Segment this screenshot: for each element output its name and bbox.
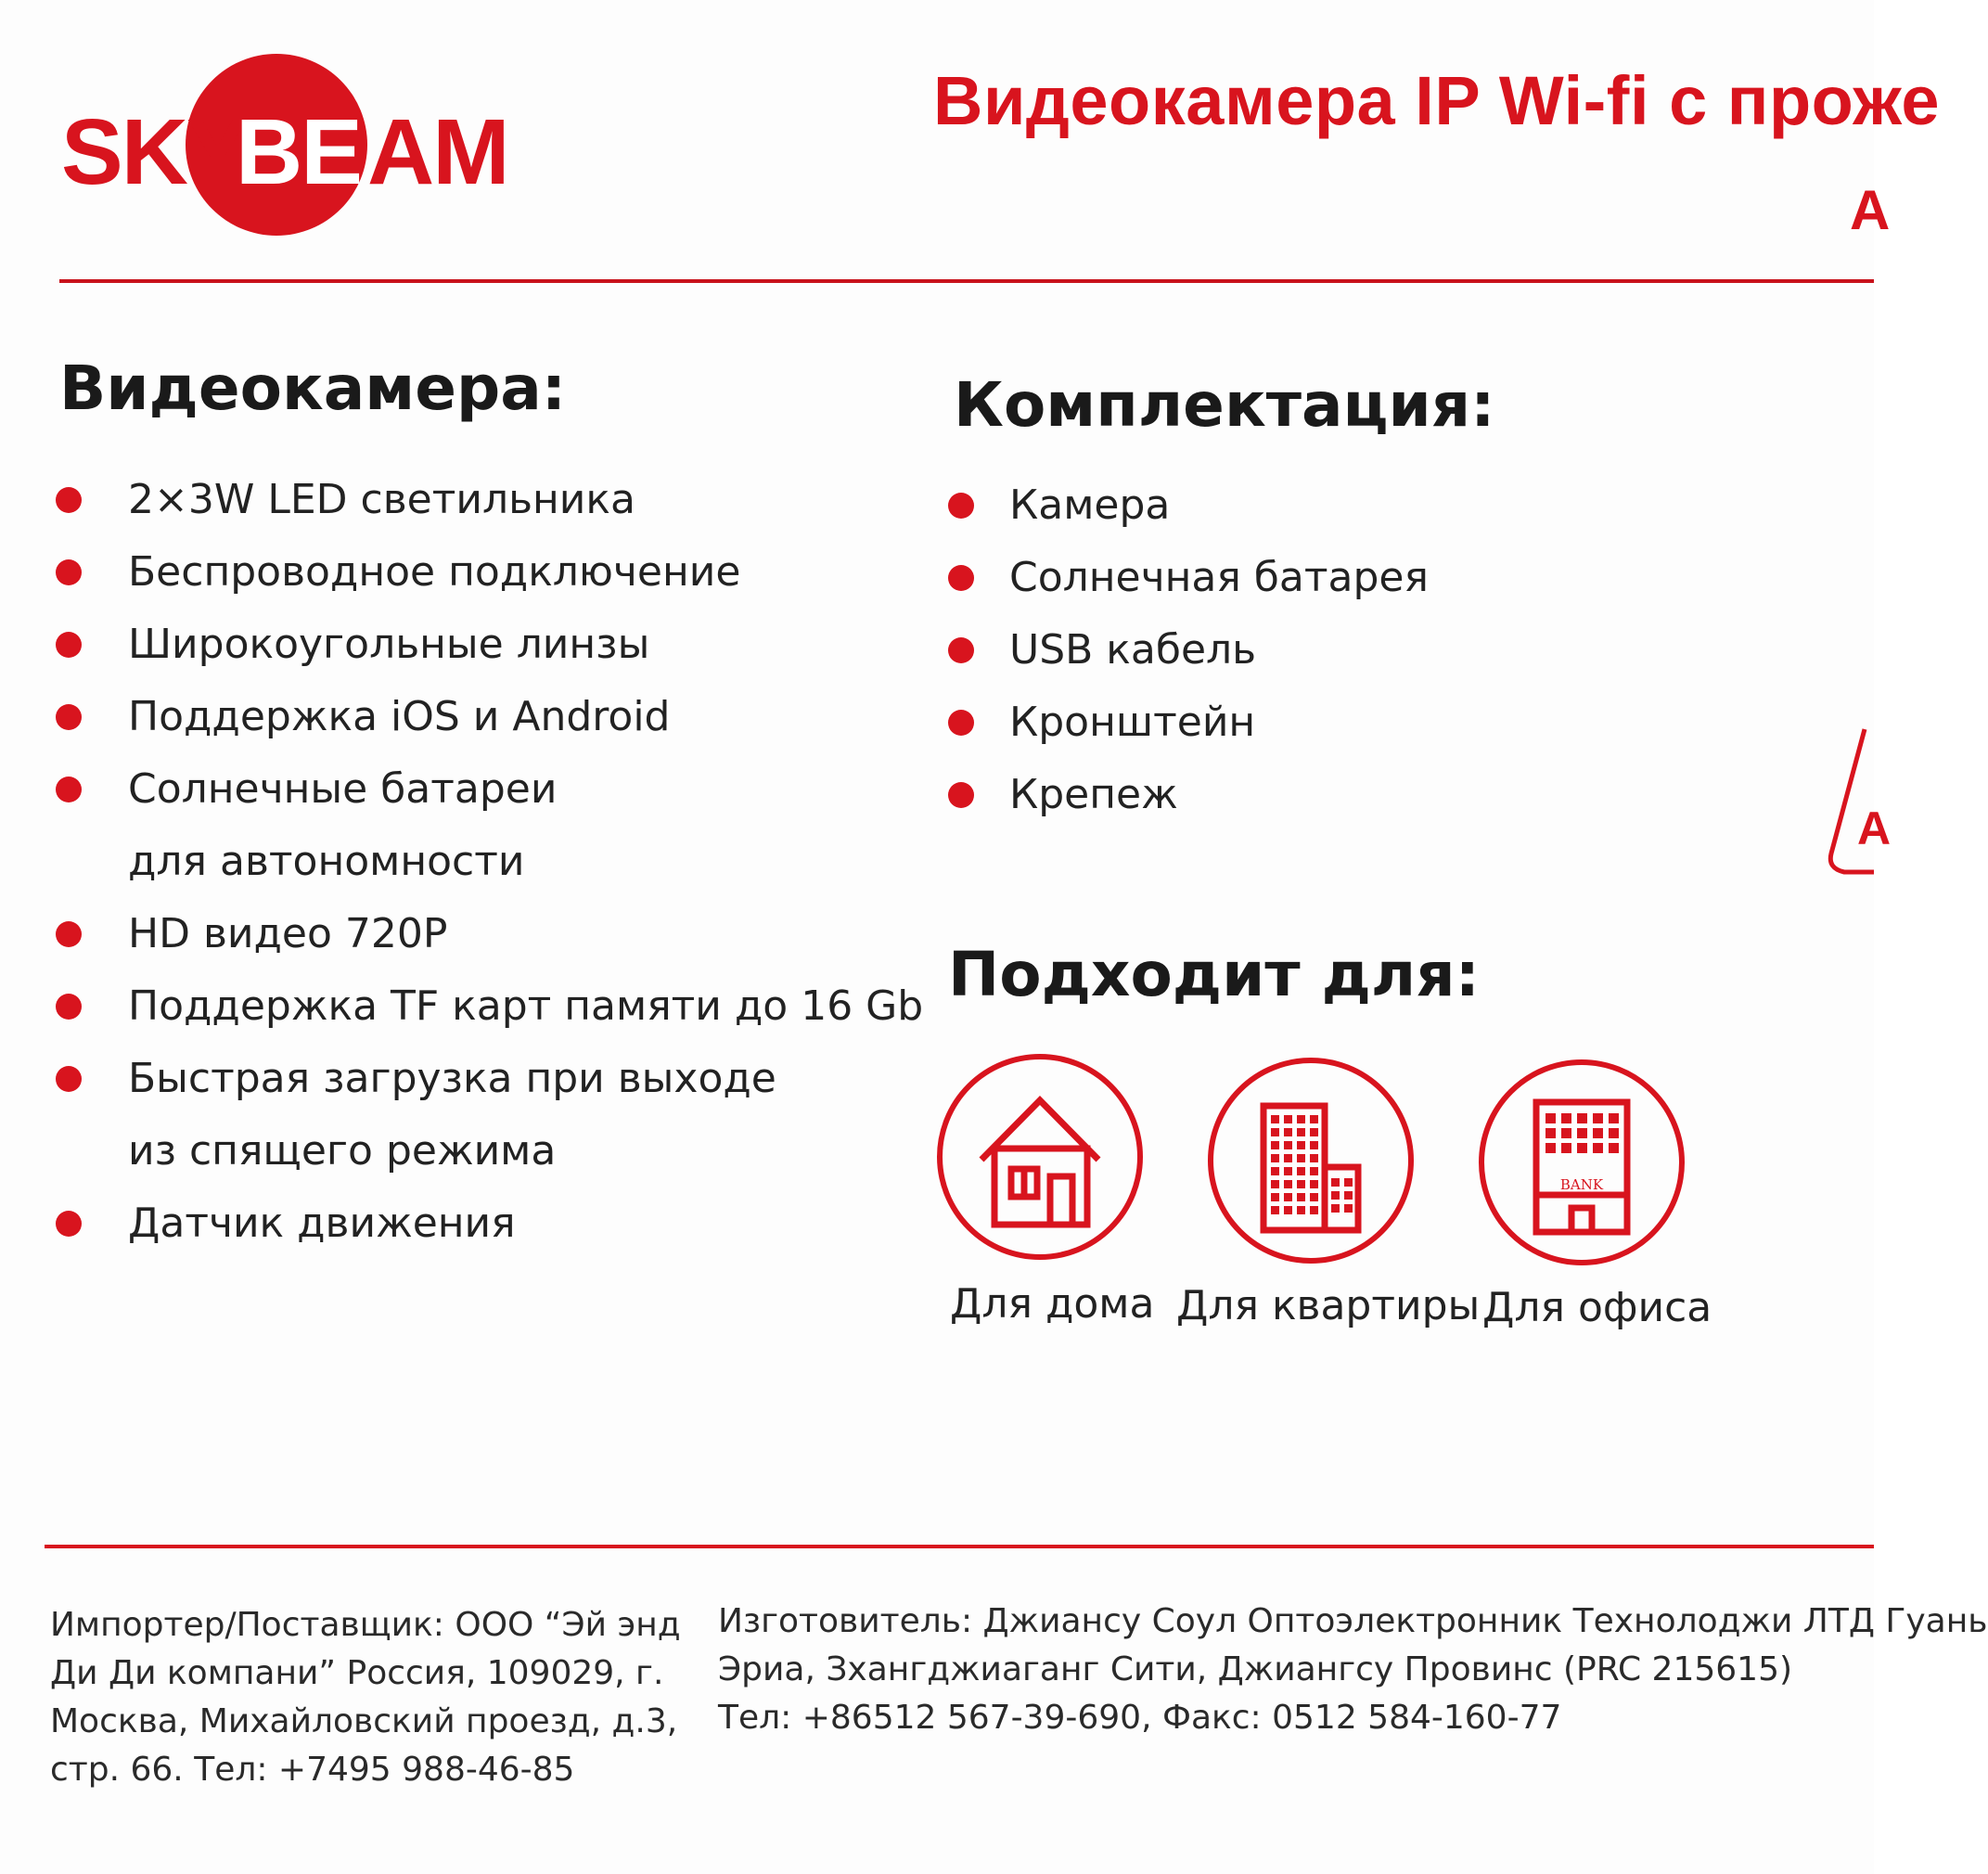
- feature-item: [56, 536, 891, 609]
- suitable-heading: Подходит для:: [948, 939, 1480, 1010]
- feature-item: [56, 753, 891, 898]
- feature-item: [56, 970, 924, 1043]
- footer-line: Москва, Михайловский проезд, д.3,: [50, 1702, 678, 1740]
- kit-item: [948, 469, 1690, 542]
- kit-text: Солнечная батарея: [1009, 554, 1429, 601]
- kit-list: [948, 469, 1690, 831]
- feature-item: [56, 1043, 891, 1187]
- footer-line: Ди Ди компани” Россия, 109029, г.: [50, 1654, 664, 1692]
- kit-text: USB кабель: [1009, 626, 1257, 674]
- svg-text:AM: AM: [367, 100, 508, 204]
- bottom-divider: [45, 1545, 1874, 1548]
- feature-text: Датчик движения: [128, 1200, 516, 1247]
- bullet-dot: [948, 565, 974, 591]
- feature-text: Беспроводное подключение: [128, 548, 741, 596]
- feature-item: [56, 898, 891, 970]
- kit-item: [948, 614, 1690, 687]
- footer-line: Импортер/Поставщик: ООО “Эй энд: [50, 1606, 681, 1644]
- feature-text: 2×3W LED светильника: [128, 476, 635, 523]
- bullet-dot: [948, 493, 974, 519]
- kit-text: Кронштейн: [1009, 699, 1256, 746]
- bullet-dot: [56, 1211, 82, 1237]
- bullet-dot: [948, 782, 974, 808]
- footer-line: стр. 66. Тел: +7495 988-46-85: [50, 1751, 575, 1789]
- kit-text: Камера: [1009, 481, 1171, 529]
- apartment-building-icon: [1208, 1058, 1414, 1264]
- footer-line: Тел: +86512 567-39-690, Факс: 0512 584-160-77: [718, 1699, 1562, 1737]
- bullet-dot: [56, 559, 82, 585]
- bullet-dot: [948, 710, 974, 736]
- svg-text:BE: BE: [236, 100, 361, 204]
- kit-item: [948, 759, 1690, 831]
- clipped-graphic: [1818, 724, 1892, 900]
- bullet-dot: [56, 487, 82, 513]
- feature-text: Солнечные батареи: [128, 765, 558, 813]
- product-title: Видеокамера IP Wi-fi с проже: [933, 62, 1941, 139]
- feature-text: HD видео 720P: [128, 910, 448, 957]
- kit-heading: Комплектация:: [954, 369, 1495, 441]
- bullet-dot: [56, 994, 82, 1020]
- footer-line: Эриа, Зхангджиаганг Сити, Джиангсу Провинс (PRC 215615): [718, 1650, 1793, 1688]
- top-divider: [59, 279, 1874, 283]
- feature-item: [56, 609, 891, 681]
- bullet-dot: [56, 704, 82, 730]
- product-title-tail: А: [1850, 179, 1891, 241]
- bullet-dot: [56, 777, 82, 802]
- bullet-dot: [56, 1066, 82, 1092]
- feature-text-continued: для автономности: [128, 838, 525, 885]
- label-home: Для дома: [950, 1280, 1155, 1328]
- feature-text-continued: из спящего режима: [128, 1127, 557, 1174]
- features-list: [56, 464, 924, 1260]
- feature-text: Широкоугольные линзы: [128, 621, 650, 668]
- bullet-dot: [56, 921, 82, 947]
- svg-text:SKY: SKY: [61, 100, 247, 204]
- feature-text: Поддержка TF карт памяти до 16 Gb: [128, 982, 924, 1030]
- label-apartment: Для квартиры: [1176, 1282, 1481, 1329]
- importer-info: [50, 1601, 681, 1794]
- svg-text:A: A: [1857, 802, 1892, 854]
- feature-text: Быстрая загрузка при выходе: [128, 1055, 776, 1102]
- house-icon: [937, 1054, 1143, 1260]
- bank-building-icon: [1479, 1059, 1685, 1265]
- feature-item: [56, 1187, 891, 1260]
- feature-item: [56, 681, 891, 753]
- feature-text: Поддержка iOS и Android: [128, 693, 671, 740]
- label-office: Для офиса: [1482, 1284, 1712, 1331]
- skybeam-logo: [54, 45, 508, 239]
- features-heading: Видеокамера:: [59, 353, 567, 424]
- manufacturer-info: [718, 1598, 1988, 1742]
- kit-item: [948, 687, 1690, 759]
- footer-line: Изготовитель: Джиансу Соул Оптоэлектронник Технолоджи ЛТД Гуань: [718, 1602, 1988, 1640]
- bank-sign: BANK: [1559, 1176, 1604, 1193]
- bullet-dot: [56, 632, 82, 658]
- kit-item: [948, 542, 1690, 614]
- feature-item: [56, 464, 891, 536]
- kit-text: Крепеж: [1009, 771, 1178, 818]
- bullet-dot: [948, 637, 974, 663]
